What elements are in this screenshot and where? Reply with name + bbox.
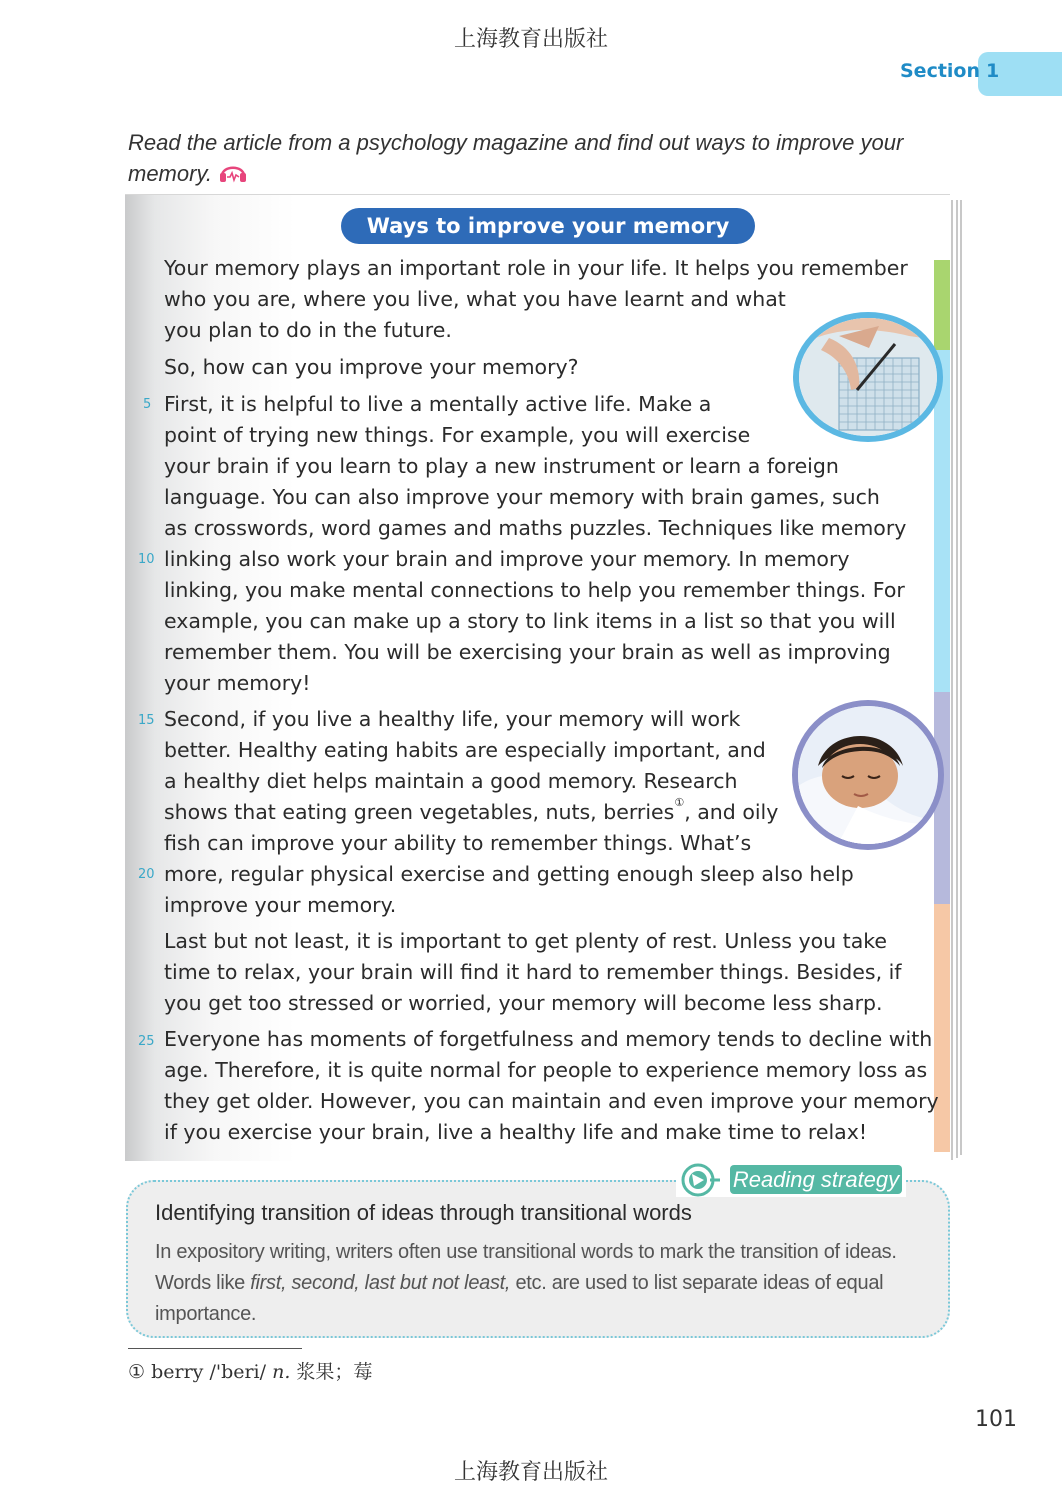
article-line: linking also work your brain and improve your memory. In memory bbox=[164, 547, 850, 571]
footnote-meaning: 浆果；莓 bbox=[296, 1361, 373, 1383]
article-line: language. You can also improve your memory with brain games, such bbox=[164, 485, 880, 509]
instruction-line: Read the article from a psychology magazine and find out ways to improve your bbox=[128, 130, 904, 155]
article-line: you get too stressed or worried, your memory will become less sharp. bbox=[164, 991, 883, 1015]
footnote bbox=[128, 1357, 372, 1384]
publisher-header: 上海教育出版社 bbox=[453, 27, 608, 52]
section-number: 1 bbox=[986, 60, 1000, 82]
article-line: Second, if you live a healthy life, your memory will work bbox=[164, 707, 741, 731]
section-text: Section bbox=[900, 60, 981, 82]
article-line: as crosswords, word games and maths puzzles. Techniques like memory bbox=[164, 516, 907, 540]
article-line: So, how can you improve your memory? bbox=[164, 355, 579, 379]
line-number: 15 bbox=[138, 713, 155, 728]
strategy-line: In expository writing, writers often use transitional words to mark the transition of ideas. bbox=[155, 1241, 897, 1263]
publisher-footer: 上海教育出版社 bbox=[453, 1460, 608, 1485]
footnote-marker[interactable]: ① bbox=[674, 796, 685, 809]
footnote-pos: n. bbox=[272, 1361, 291, 1383]
section-label bbox=[900, 60, 999, 82]
article-line: Your memory plays an important role in your life. It helps you remember bbox=[164, 256, 908, 280]
headphone-icon[interactable] bbox=[218, 158, 248, 192]
strategy-compass-icon bbox=[680, 1162, 720, 1202]
article-line: First, it is helpful to live a mentally active life. Make a bbox=[164, 392, 712, 416]
article-line: if you exercise your brain, live a healthy life and make time to relax! bbox=[164, 1120, 868, 1144]
footnote-number: ① bbox=[128, 1361, 146, 1383]
instruction-line-2: memory. bbox=[128, 158, 898, 192]
strategy-text bbox=[155, 1237, 945, 1330]
footnote-word: berry /'beri/ bbox=[151, 1361, 267, 1383]
strategy-title: Identifying transition of ideas through transitional words bbox=[155, 1200, 692, 1225]
article-line: fish can improve your ability to remember things. What’s bbox=[164, 831, 752, 855]
line-number: 25 bbox=[138, 1034, 155, 1049]
article-line: example, you can make up a story to link items in a list so that you will bbox=[164, 609, 896, 633]
article-paragraph-4 bbox=[164, 704, 854, 921]
line-number: 20 bbox=[138, 867, 155, 882]
instruction bbox=[128, 127, 904, 192]
article-line: a healthy diet helps maintain a good memory. Research bbox=[164, 769, 738, 793]
strategy-line: importance. bbox=[155, 1303, 257, 1325]
article-line: you plan to do in the future. bbox=[164, 318, 452, 342]
article-line: more, regular physical exercise and getting enough sleep also help bbox=[164, 862, 854, 886]
article-paragraph-3 bbox=[164, 389, 906, 699]
article-title: Ways to improve your memory bbox=[341, 208, 755, 244]
article-line: your brain if you learn to play a new instrument or learn a foreign bbox=[164, 454, 839, 478]
article-line: improve your memory. bbox=[164, 893, 397, 917]
article-line: they get older. However, you can maintain and even improve your memory bbox=[164, 1089, 939, 1113]
article-line: remember them. You will be exercising your brain as well as improving bbox=[164, 640, 891, 664]
page-number: 101 bbox=[975, 1407, 1017, 1432]
article-line: point of trying new things. For example, you will exercise bbox=[164, 423, 751, 447]
article-line: Everyone has moments of forgetfulness and memory tends to decline with bbox=[164, 1027, 933, 1051]
strategy-line: Words like first, second, last but not least, etc. are used to list separate ideas of equal bbox=[155, 1272, 884, 1294]
article-paragraph-5 bbox=[164, 926, 902, 1019]
article-line: your memory! bbox=[164, 671, 311, 695]
article-line: linking, you make mental connections to help you remember things. For bbox=[164, 578, 905, 602]
article-line: age. Therefore, it is quite normal for people to experience memory loss as bbox=[164, 1058, 928, 1082]
page-edge bbox=[956, 200, 958, 1158]
article-paragraph-6 bbox=[164, 1024, 939, 1148]
page-edge bbox=[960, 200, 962, 1155]
article-line: time to relax, your brain will find it hard to remember things. Besides, if bbox=[164, 960, 902, 984]
article-line-berries: shows that eating green vegetables, nuts, berries①, and oily bbox=[164, 796, 779, 824]
page-edge bbox=[951, 200, 953, 1160]
article-paragraph-1 bbox=[164, 253, 908, 346]
article-line: better. Healthy eating habits are especially important, and bbox=[164, 738, 766, 762]
footnote-divider bbox=[128, 1348, 302, 1349]
color-bar-green bbox=[934, 260, 950, 350]
article-line: Last but not least, it is important to get plenty of rest. Unless you take bbox=[164, 929, 888, 953]
line-number: 5 bbox=[143, 397, 152, 412]
line-number: 10 bbox=[138, 552, 155, 567]
reading-strategy-badge: Reading strategy bbox=[730, 1165, 902, 1194]
article-line: who you are, where you live, what you have learnt and what bbox=[164, 287, 786, 311]
article-paragraph-2 bbox=[164, 352, 579, 383]
